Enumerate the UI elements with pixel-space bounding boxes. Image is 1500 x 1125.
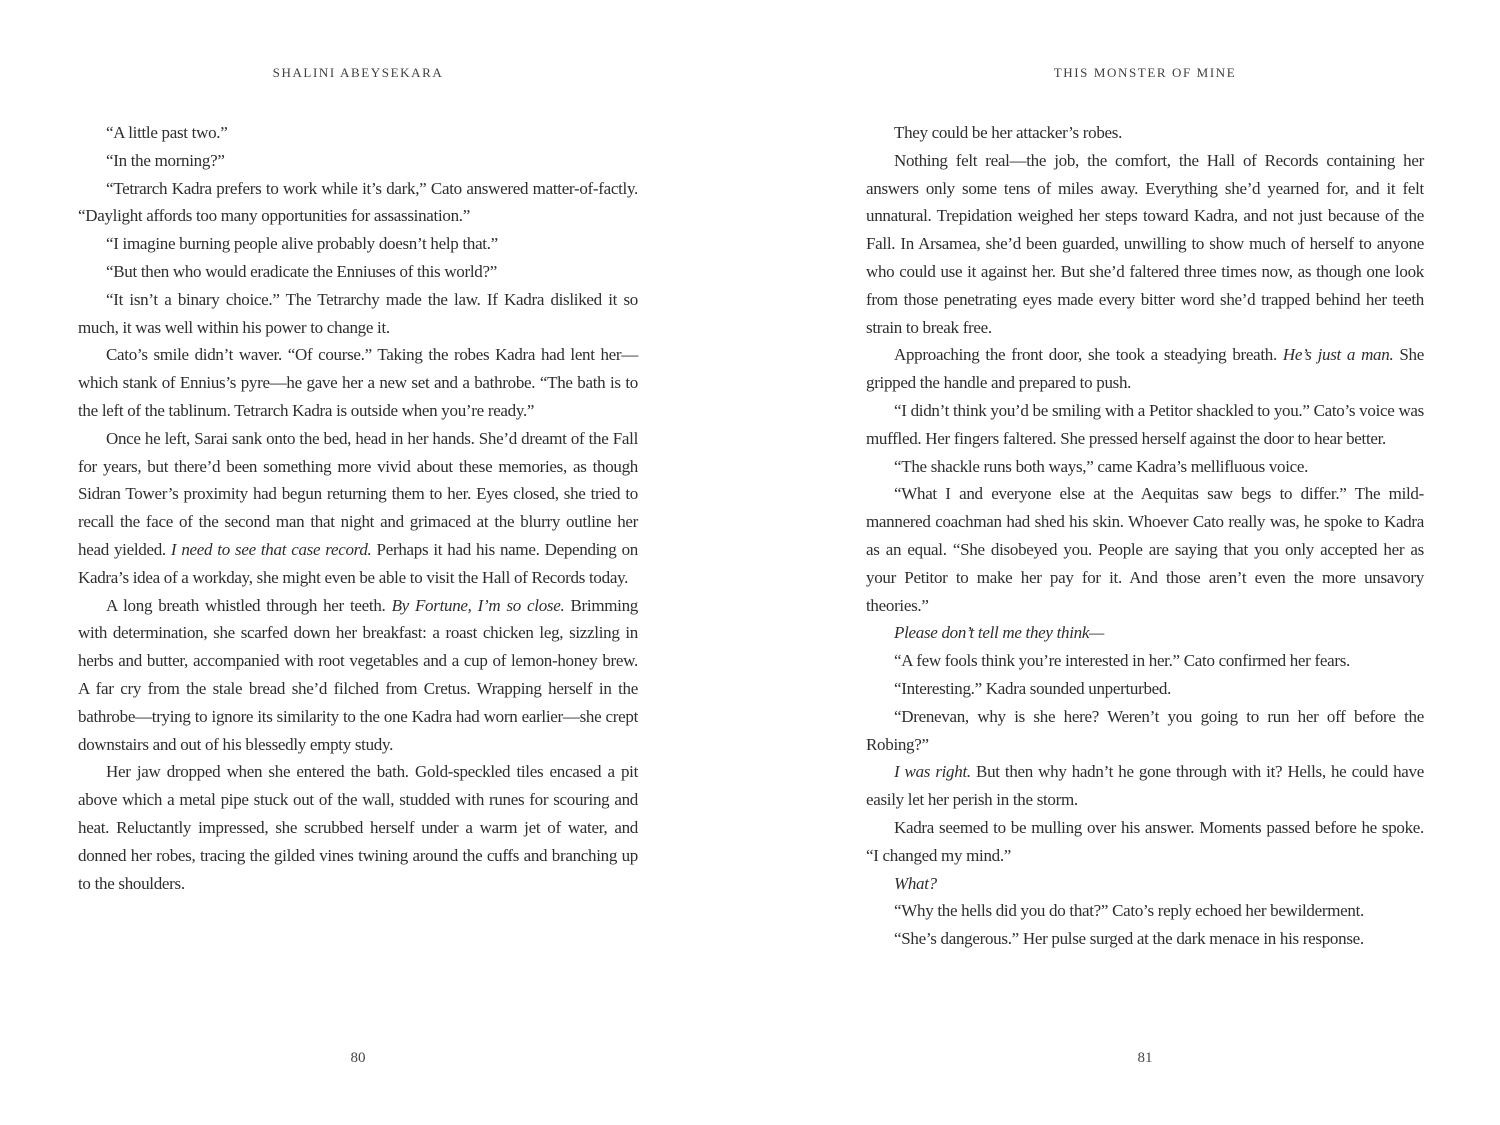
- text-run: “What I and everyone else at the Aequitas saw begs to differ.” The mild-mannered coachman had shed his skin. Whoever Cato really was, he spoke to Kadra as an equal. “She disobeyed you. People are saying that you only accepted her as your Petitor to make her pay for it. And those aren’t even the more unsavory theories.”: [866, 484, 1424, 615]
- paragraph: [866, 897, 1424, 925]
- text-run-italic: Please don’t tell me they think—: [894, 623, 1104, 643]
- text-run: They could be her attacker’s robes.: [894, 123, 1123, 142]
- text-run: “In the morning?”: [106, 150, 225, 170]
- page-81-text: [866, 119, 1424, 953]
- paragraph: [78, 175, 638, 231]
- text-run: Perhaps it had his name. Depending on Kadra’s idea of a workday, she might even be able to visit the Hall of Records today.: [78, 539, 638, 587]
- paragraph: [78, 758, 638, 897]
- paragraph: [866, 341, 1424, 397]
- text-run: “The shackle runs both ways,” came Kadra’s mellifluous voice.: [894, 456, 1309, 476]
- text-run: But then why hadn’t he gone through with it? Hells, he could have easily let her perish in the storm.: [866, 762, 1424, 810]
- paragraph: [866, 870, 1424, 898]
- paragraph: [78, 341, 638, 424]
- running-head-author: SHALINI ABEYSEKARA: [272, 65, 444, 80]
- page-number-right: 81: [1137, 1050, 1153, 1066]
- paragraph: [866, 703, 1424, 759]
- paragraph: [866, 814, 1424, 870]
- text-run: Nothing felt real—the job, the comfort, the Hall of Records containing her answers only some tens of miles away. Everything she’d yearned for, and it felt unnatural. Trepidation weighed her steps toward Kadra, and not just because of the Fall. In Arsamea, she’d been guarded, unwilling to show much of herself to anyone who could use it against her. But she’d faltered three times now, as though one look from those penetrating eyes made every bitter word she’d trapped behind her teeth strain to break free.: [866, 150, 1424, 337]
- paragraph: [78, 258, 638, 286]
- text-run: Cato’s smile didn’t waver. “Of course.” Taking the robes Kadra had lent her—which stank of Ennius’s pyre—he gave her a new set and a bathrobe. “The bath is to the left of the tablinum. Tetrarch Kadra is outside when you’re ready.”: [78, 345, 638, 420]
- text-run-italic: What?: [894, 873, 937, 893]
- paragraph: [78, 286, 638, 342]
- text-run-italic: By Fortune, I’m so close.: [391, 595, 565, 615]
- text-run: “Drenevan, why is she here? Weren’t you going to run her off before the Robing?”: [866, 706, 1424, 754]
- text-run: “A few fools think you’re interested in her.” Cato confirmed her fears.: [894, 651, 1350, 671]
- text-run: She gripped the handle and prepared to push.: [866, 345, 1424, 393]
- running-head-book-title: THIS MONSTER OF MINE: [1053, 65, 1237, 80]
- paragraph: [78, 147, 638, 175]
- paragraph: [866, 619, 1424, 647]
- text-run-italic: He’s just a man.: [1282, 345, 1394, 365]
- paragraph: [866, 758, 1424, 814]
- paragraph: [866, 647, 1424, 675]
- text-run: “Tetrarch Kadra prefers to work while it’s dark,” Cato answered matter-of-factly. “Daylight affords too many opportunities for assassination.”: [78, 178, 638, 226]
- page-81: [750, 0, 1500, 1125]
- paragraph: [866, 453, 1424, 481]
- text-run: “But then who would eradicate the Enniuses of this world?”: [106, 261, 497, 281]
- text-run: Once he left, Sarai sank onto the bed, head in her hands. She’d dreamt of the Fall for years, but there’d been something more vivid about these memories, as though Sidran Tower’s proximity had begun returning them to her. Eyes closed, she tried to recall the face of the second man that night and grimaced at the blurry outline her head yielded.: [78, 428, 638, 559]
- text-run: “A little past two.”: [106, 123, 228, 142]
- paragraph: [866, 119, 1424, 147]
- paragraph: [78, 425, 638, 592]
- text-run: “I didn’t think you’d be smiling with a Petitor shackled to you.” Cato’s voice was muffled. Her fingers faltered. She pressed herself against the door to hear better.: [866, 400, 1424, 448]
- text-run: Her jaw dropped when she entered the bath. Gold-speckled tiles encased a pit above which a metal pipe stuck out of the wall, studded with runes for scouring and heat. Reluctantly impressed, she scrubbed herself under a warm jet of water, and donned her robes, tracing the gilded vines twining around the cuffs and branching up to the shoulders.: [78, 762, 638, 893]
- text-run: “It isn’t a binary choice.” The Tetrarchy made the law. If Kadra disliked it so much, it was well within his power to change it.: [78, 289, 638, 337]
- paragraph: [866, 925, 1424, 953]
- paragraph: [78, 592, 638, 759]
- paragraph: [866, 675, 1424, 703]
- text-run: “She’s dangerous.” Her pulse surged at the dark menace in his response.: [894, 929, 1364, 949]
- text-run: Brimming with determination, she scarfed down her breakfast: a roast chicken leg, sizzling in herbs and butter, accompanied with root vegetables and a cup of lemon-honey brew. A far cry from the stale bread she’d filched from Cretus. Wrapping herself in the bathrobe—trying to ignore its similarity to the one Kadra had worn earlier—she crept downstairs and out of his blessedly empty study.: [78, 595, 638, 754]
- text-run-italic: I was right.: [894, 762, 971, 782]
- paragraph: [78, 230, 638, 258]
- text-run: Kadra seemed to be mulling over his answer. Moments passed before he spoke. “I changed my mind.”: [866, 817, 1424, 865]
- paragraph: [866, 147, 1424, 342]
- text-run: “Why the hells did you do that?” Cato’s reply echoed her bewilderment.: [894, 901, 1364, 921]
- page-number-left: 80: [350, 1050, 366, 1066]
- text-run: A long breath whistled through her teeth.: [106, 595, 392, 615]
- text-run: Approaching the front door, she took a steadying breath.: [894, 345, 1283, 365]
- paragraph: [866, 480, 1424, 619]
- paragraph: [78, 119, 638, 147]
- text-run: “Interesting.” Kadra sounded unperturbed.: [894, 678, 1172, 698]
- paragraph: [866, 397, 1424, 453]
- page-80-text: [78, 119, 638, 897]
- text-run: “I imagine burning people alive probably doesn’t help that.”: [106, 234, 498, 254]
- text-run-italic: I need to see that case record.: [170, 539, 372, 559]
